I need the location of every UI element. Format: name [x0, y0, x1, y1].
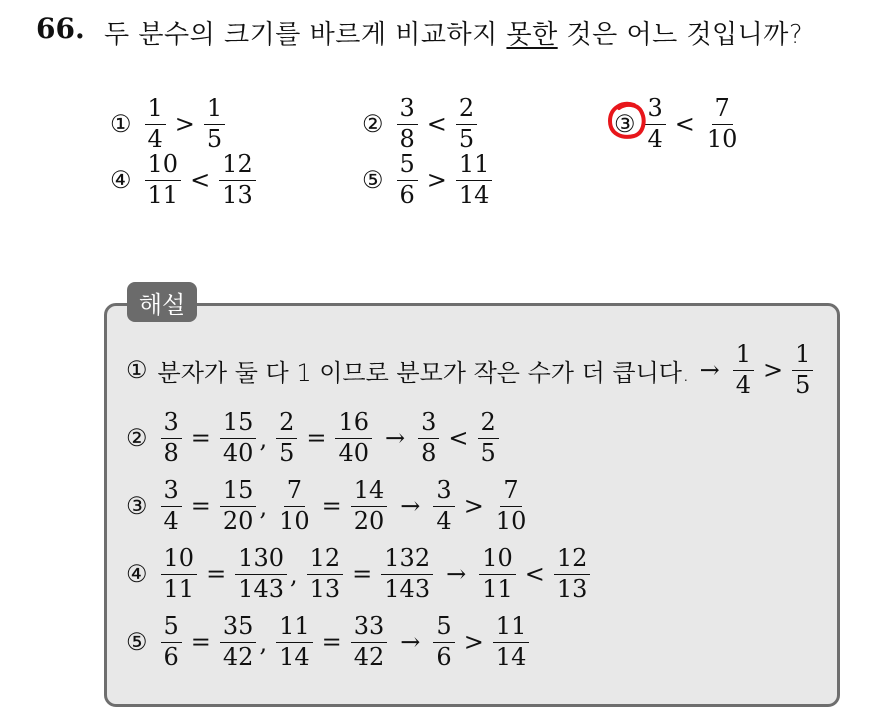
- operator: >: [463, 628, 484, 657]
- operator: <: [448, 424, 469, 453]
- answer-circle-mark: [614, 110, 638, 138]
- denominator: 13: [222, 180, 253, 209]
- numerator: 7: [284, 478, 305, 507]
- denominator: 6: [399, 180, 415, 209]
- denominator: 5: [458, 124, 475, 153]
- denominator: 13: [309, 574, 341, 603]
- fraction: [220, 478, 257, 535]
- fraction: [145, 152, 182, 209]
- denominator: 5: [480, 438, 496, 467]
- choice-mark: ④: [126, 560, 148, 589]
- choice-5[interactable]: [362, 152, 495, 209]
- denominator: 10: [706, 124, 738, 153]
- choice-2[interactable]: [362, 96, 480, 153]
- denominator: 14: [495, 642, 527, 671]
- fraction: [381, 546, 433, 603]
- fraction: [276, 614, 313, 671]
- numerator: 130: [235, 546, 287, 575]
- numerator: 3: [161, 478, 182, 507]
- fraction: [493, 614, 530, 671]
- fraction: [276, 478, 313, 535]
- numerator: 10: [479, 546, 516, 575]
- numerator: 1: [145, 96, 166, 125]
- arrow: →: [699, 356, 720, 385]
- fraction: [733, 342, 754, 399]
- denominator: 20: [222, 506, 254, 535]
- numerator: 5: [397, 152, 418, 181]
- choice-mark: ②: [362, 110, 384, 139]
- fraction: [161, 410, 182, 467]
- denominator: 14: [458, 180, 490, 209]
- choice-mark: ①: [110, 110, 132, 139]
- explanation-line-5: [126, 614, 532, 671]
- denominator: 4: [163, 506, 179, 535]
- fraction: [161, 614, 182, 671]
- numerator: 5: [161, 614, 182, 643]
- fraction: [161, 478, 182, 535]
- fraction: [478, 410, 499, 467]
- fraction: [351, 478, 388, 535]
- fraction: [204, 96, 225, 153]
- numerator: 132: [381, 546, 433, 575]
- denominator: 4: [436, 506, 452, 535]
- numerator: 1: [733, 342, 754, 371]
- fraction: [235, 546, 287, 603]
- operator: <: [674, 110, 695, 139]
- numerator: 2: [276, 410, 297, 439]
- denominator: 8: [399, 124, 415, 153]
- fraction: [433, 478, 454, 535]
- fraction: [418, 410, 439, 467]
- choice-mark: ⑤: [126, 628, 148, 657]
- choice-mark: ③: [614, 110, 636, 139]
- fraction: [456, 96, 477, 153]
- operator: =: [352, 560, 373, 589]
- red-circle-icon: [604, 98, 650, 144]
- fraction: [792, 342, 813, 399]
- denominator: 10: [495, 506, 527, 535]
- operator: =: [321, 628, 342, 657]
- numerator: 1: [792, 342, 813, 371]
- numerator: 1: [204, 96, 225, 125]
- operator: =: [206, 560, 227, 589]
- choice-mark: ③: [126, 492, 148, 521]
- arrow: →: [446, 560, 467, 589]
- fraction: [397, 152, 418, 209]
- fraction: [276, 410, 297, 467]
- numerator: 3: [397, 96, 418, 125]
- operator: =: [190, 492, 211, 521]
- denominator: 8: [421, 438, 437, 467]
- numerator: 11: [276, 614, 313, 643]
- denominator: 11: [482, 574, 513, 603]
- denominator: 6: [163, 642, 179, 671]
- numerator: 5: [433, 614, 454, 643]
- explanation-line-2: [126, 410, 502, 467]
- numerator: 12: [307, 546, 344, 575]
- choice-4[interactable]: [110, 152, 259, 209]
- denominator: 42: [353, 642, 385, 671]
- numerator: 12: [219, 152, 256, 181]
- numerator: 35: [220, 614, 257, 643]
- arrow: →: [400, 628, 421, 657]
- comma: ,: [259, 424, 268, 453]
- numerator: 10: [145, 152, 182, 181]
- fraction: [351, 614, 388, 671]
- operator: >: [463, 492, 484, 521]
- numerator: 15: [220, 410, 257, 439]
- numerator: 2: [456, 96, 477, 125]
- denominator: 143: [384, 574, 431, 603]
- choice-1[interactable]: [110, 96, 228, 153]
- numerator: 3: [418, 410, 439, 439]
- choice-mark: ①: [126, 356, 148, 385]
- fraction: [145, 96, 166, 153]
- fraction: [456, 152, 493, 209]
- explanation-line-3: [126, 478, 532, 535]
- denominator: 8: [163, 438, 179, 467]
- numerator: 10: [161, 546, 198, 575]
- explanation-tab: 해설: [127, 282, 197, 322]
- denominator: 4: [735, 370, 751, 399]
- fraction: [335, 410, 372, 467]
- question-text: 두 분수의 크기를 바르게 비교하지 못한 것은 어느 것입니까?: [104, 20, 804, 50]
- operator: =: [190, 628, 211, 657]
- underlined-word: 못한: [506, 20, 558, 50]
- denominator: 11: [147, 180, 179, 209]
- fraction: [704, 96, 741, 153]
- denominator: 40: [338, 438, 370, 467]
- operator: <: [426, 110, 447, 139]
- numerator: 12: [554, 546, 591, 575]
- numerator: 33: [351, 614, 388, 643]
- denominator: 10: [279, 506, 310, 535]
- numerator: 11: [456, 152, 493, 181]
- denominator: 5: [279, 438, 295, 467]
- comma: ,: [289, 560, 298, 589]
- fraction: [554, 546, 591, 603]
- question-number: 66.: [36, 12, 85, 45]
- fraction: [479, 546, 516, 603]
- red-circle-stroke: [610, 104, 644, 137]
- denominator: 20: [353, 506, 385, 535]
- choice-3[interactable]: [614, 96, 743, 153]
- fraction: [219, 152, 256, 209]
- denominator: 6: [436, 642, 452, 671]
- operator: >: [426, 166, 447, 195]
- fraction: [161, 546, 198, 603]
- denominator: 4: [147, 124, 163, 153]
- arrow: →: [385, 424, 406, 453]
- operator: >: [174, 110, 195, 139]
- fraction: [433, 614, 454, 671]
- fraction: [220, 614, 257, 671]
- operator: =: [321, 492, 342, 521]
- explanation-line-1: ① 분자가 둘 다 1 이므로 분모가 작은 수가 더 큽니다. → $\frac{1}{4}$ > $\frac{1}{5}$: [126, 342, 816, 399]
- denominator: 14: [279, 642, 310, 671]
- denominator: 40: [222, 438, 254, 467]
- denominator: 143: [238, 574, 284, 603]
- numerator: 7: [712, 96, 733, 125]
- numerator: 14: [351, 478, 388, 507]
- choice-mark: ④: [110, 166, 132, 195]
- numerator: 16: [335, 410, 372, 439]
- numerator: 7: [500, 478, 521, 507]
- operator: <: [524, 560, 545, 589]
- denominator: 4: [647, 124, 663, 153]
- operator: >: [762, 356, 784, 385]
- numerator: 3: [161, 410, 182, 439]
- denominator: 42: [222, 642, 254, 671]
- denominator: 5: [206, 124, 223, 153]
- denominator: 13: [556, 574, 588, 603]
- operator: =: [306, 424, 327, 453]
- numerator: 11: [493, 614, 530, 643]
- arrow: →: [400, 492, 421, 521]
- explanation-line-4: [126, 546, 593, 603]
- fraction: [397, 96, 418, 153]
- fraction: [493, 478, 530, 535]
- denominator: 11: [163, 574, 195, 603]
- choice-mark: ⑤: [362, 166, 384, 195]
- numerator: 3: [433, 478, 454, 507]
- fraction: [307, 546, 344, 603]
- numerator: 2: [478, 410, 499, 439]
- comma: ,: [259, 492, 268, 521]
- operator: =: [190, 424, 211, 453]
- numerator: 15: [220, 478, 257, 507]
- operator: <: [190, 166, 211, 195]
- choice-mark: ②: [126, 424, 148, 453]
- denominator: 5: [795, 370, 811, 399]
- fraction: [220, 410, 257, 467]
- numerator: 3: [645, 96, 666, 125]
- comma: ,: [259, 628, 268, 657]
